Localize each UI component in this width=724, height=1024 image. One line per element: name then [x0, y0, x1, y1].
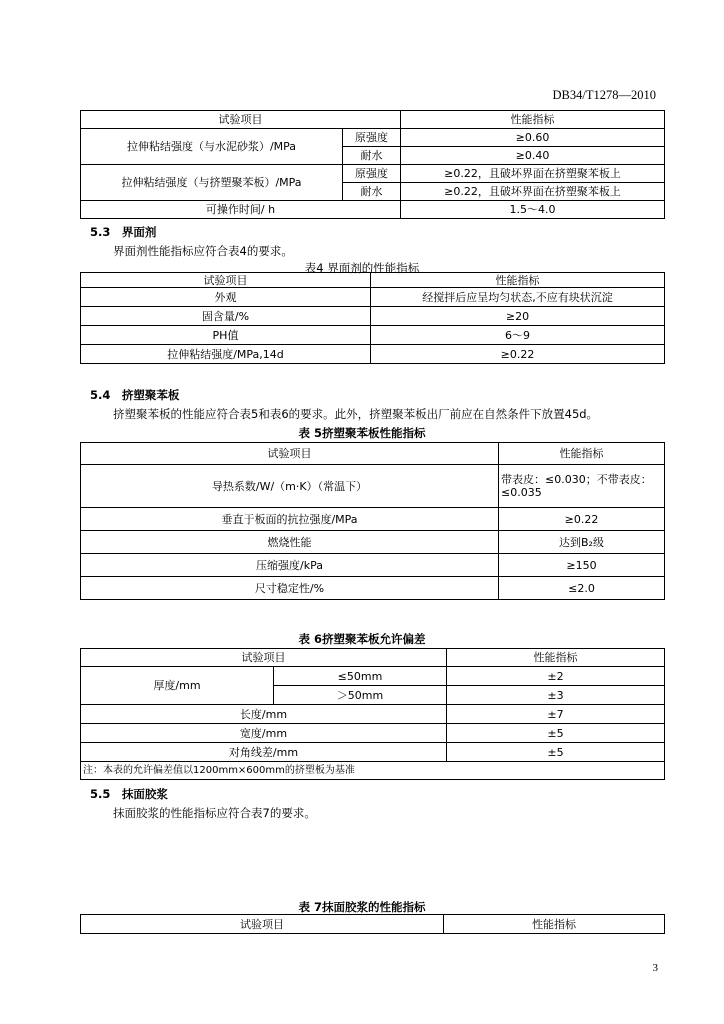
- table-cell: 原强度: [343, 129, 401, 147]
- table-header-cell: 性能指标: [371, 273, 665, 288]
- table-header-cell: 性能指标: [447, 649, 665, 667]
- table-cell: 压缩强度/kPa: [81, 554, 499, 577]
- table-cell: ≥0.40: [401, 147, 665, 165]
- table-cell: 长度/mm: [81, 705, 447, 724]
- table-cell: ≥20: [371, 307, 665, 326]
- section-heading-5-4: 5.4 挤塑聚苯板: [90, 388, 180, 402]
- table-5: [80, 442, 665, 600]
- table-7: [80, 914, 665, 934]
- table-cell: ≥0.60: [401, 129, 665, 147]
- table-cell: ≥150: [499, 554, 665, 577]
- table-cell: 燃烧性能: [81, 531, 499, 554]
- table-note: 注：本表的允许偏差值以1200mm×600mm的挤塑板为基准: [81, 762, 665, 780]
- table-cell: ≥0.22: [499, 508, 665, 531]
- table-cell: 耐水: [343, 147, 401, 165]
- table-cell: 对角线差/mm: [81, 743, 447, 762]
- table-cell: ±5: [447, 724, 665, 743]
- table-cell: ≤50mm: [274, 667, 447, 686]
- table-cell: 1.5～4.0: [401, 201, 665, 219]
- table-caption-7: 表 7抹面胶浆的性能指标: [298, 900, 426, 914]
- standard-number: DB34/T1278—2010: [552, 88, 656, 102]
- table-caption-6: 表 6挤塑聚苯板允许偏差: [298, 632, 426, 646]
- table-cell: ±5: [447, 743, 665, 762]
- section-text-5-3: 界面剂性能指标应符合表4的要求。: [113, 244, 293, 258]
- table-header-cell: 性能指标: [401, 111, 665, 129]
- section-text-5-5: 抹面胶浆的性能指标应符合表7的要求。: [113, 806, 316, 820]
- table-top: [80, 110, 665, 219]
- table-cell: 带表皮：≤0.030；不带表皮：≤0.035: [499, 465, 665, 508]
- section-text-5-4: 挤塑聚苯板的性能应符合表5和表6的要求。此外，挤塑聚苯板出厂前应在自然条件下放置45d。: [113, 407, 599, 421]
- table-header-cell: 试验项目: [81, 649, 447, 667]
- table-cell: ≥0.22，且破坏界面在挤塑聚苯板上: [401, 165, 665, 183]
- table-cell: PH值: [81, 326, 371, 345]
- table-cell: 拉伸粘结强度（与挤塑聚苯板）/MPa: [81, 165, 343, 201]
- table-cell: ≥0.22，且破坏界面在挤塑聚苯板上: [401, 183, 665, 201]
- table-cell: 固含量/%: [81, 307, 371, 326]
- table-cell: ±3: [447, 686, 665, 705]
- table-cell: 可操作时间/ h: [81, 201, 401, 219]
- table-cell: 原强度: [343, 165, 401, 183]
- table-cell: ＞50mm: [274, 686, 447, 705]
- table-cell: 经搅拌后应呈均匀状态,不应有块状沉淀: [371, 288, 665, 307]
- table-4: [80, 272, 665, 364]
- page-number: 3: [652, 962, 658, 974]
- table-header-cell: 试验项目: [81, 443, 499, 465]
- table-cell: ±7: [447, 705, 665, 724]
- table-header-cell: 试验项目: [81, 915, 444, 934]
- table-caption-4: 表4 界面剂的性能指标: [304, 261, 420, 275]
- table-cell: 外观: [81, 288, 371, 307]
- table-cell: 6～9: [371, 326, 665, 345]
- table-cell: ≤2.0: [499, 577, 665, 600]
- table-cell: ≥0.22: [371, 345, 665, 364]
- section-heading-5-5: 5.5 抹面胶浆: [90, 787, 168, 801]
- table-6: [80, 648, 665, 780]
- table-cell: 拉伸粘结强度/MPa,14d: [81, 345, 371, 364]
- table-header-cell: 性能指标: [444, 915, 665, 934]
- table-cell: 厚度/mm: [81, 667, 274, 705]
- table-caption-5: 表 5挤塑聚苯板性能指标: [298, 426, 426, 440]
- table-cell: ±2: [447, 667, 665, 686]
- table-cell: 宽度/mm: [81, 724, 447, 743]
- table-header-cell: 性能指标: [499, 443, 665, 465]
- table-cell: 垂直于板面的抗拉强度/MPa: [81, 508, 499, 531]
- table-cell: 耐水: [343, 183, 401, 201]
- table-cell: 达到B₂级: [499, 531, 665, 554]
- section-heading-5-3: 5.3 界面剂: [90, 225, 157, 239]
- table-cell: 导热系数/W/（m·K）（常温下）: [81, 465, 499, 508]
- table-header-cell: 试验项目: [81, 111, 401, 129]
- table-header-cell: 试验项目: [81, 273, 371, 288]
- table-cell: 拉伸粘结强度（与水泥砂浆）/MPa: [81, 129, 343, 165]
- table-cell: 尺寸稳定性/%: [81, 577, 499, 600]
